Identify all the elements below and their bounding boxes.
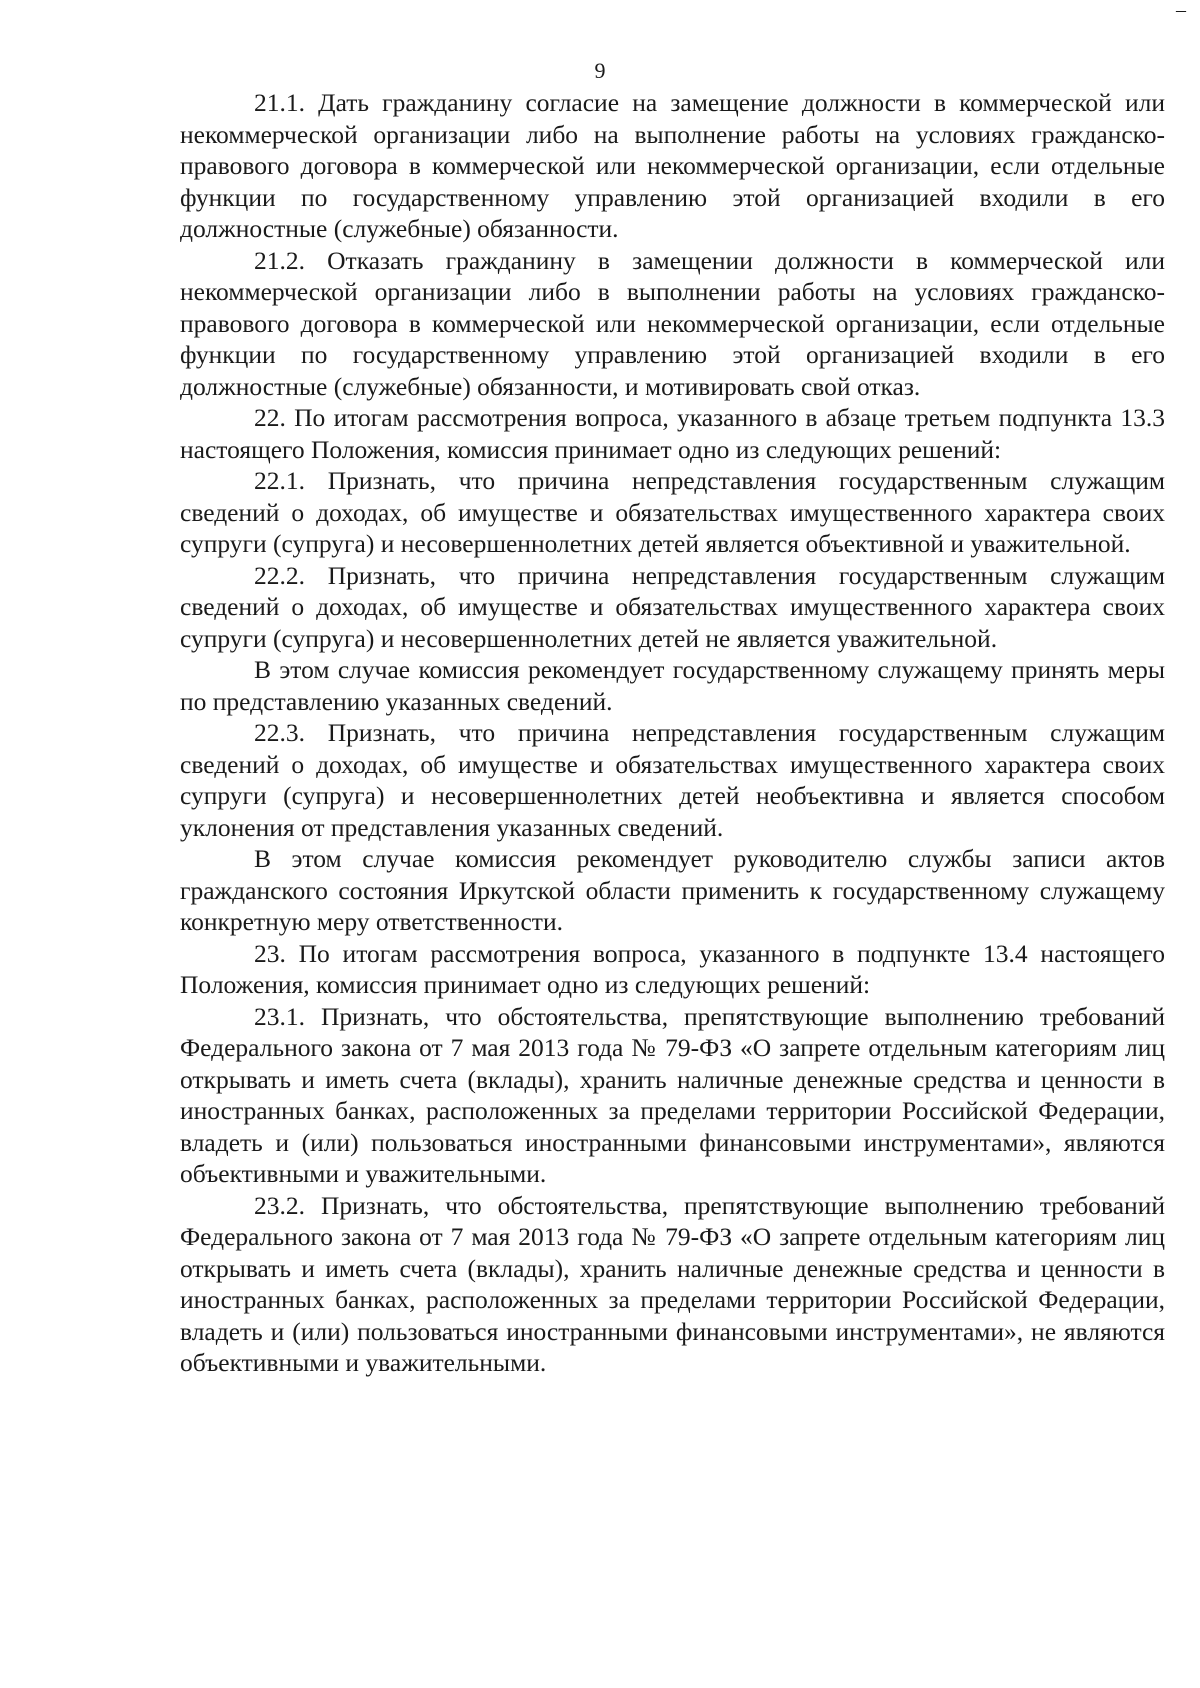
paragraph-22-2-note: В этом случае комиссия рекомендует государственному служащему принять меры по представлению указанных сведений. — [180, 655, 1165, 716]
paragraph-22-2: 22.2. Признать, что причина непредставления государственным служащим сведений о доходах, об имуществе и обязательствах имущественного характера своих супруги (супруга) и несовершеннолетних детей не является уважительной. — [180, 560, 1165, 653]
paragraph-22: 22. По итогам рассмотрения вопроса, указанного в абзаце третьем подпункта 13.3 настоящего Положения, комиссия принимает одно из следующих решений: — [180, 403, 1165, 464]
corner-mark: – — [1176, 0, 1186, 21]
paragraph-22-3: 22.3. Признать, что причина непредставления государственным служащим сведений о доходах, об имуществе и обязательствах имущественного характера своих супруги (супруга) и несовершеннолетних детей необъективна и является способом уклонения от представления указанных сведений. — [180, 718, 1165, 842]
paragraph-21-1: 21.1. Дать гражданину согласие на замещение должности в коммерческой или некоммерческой организации либо на выполнение работы на условиях гражданско-правового договора в коммерческой или некоммерческой организации, если отдельные функции по государственному управлению этой организацией входили в его должностные (служебные) обязанности. — [180, 88, 1165, 243]
paragraph-22-1: 22.1. Признать, что причина непредставления государственным служащим сведений о доходах, об имуществе и обязательствах имущественного характера своих супруги (супруга) и несовершеннолетних детей является объективной и уважительной. — [180, 466, 1165, 558]
paragraph-23-2: 23.2. Признать, что обстоятельства, препятствующие выполнению требований Федерального закона от 7 мая 2013 года № 79-ФЗ «О запрете отдельным категориям лиц открывать и иметь счета (вклады), хранить наличные денежные средства и ценности в иностранных банках, расположенных за пределами территории Российской Федерации, владеть и (или) пользоваться иностранными финансовыми инструментами», не являются объективными и уважительными. — [180, 1190, 1165, 1377]
page-number: 9 — [594, 58, 606, 83]
paragraph-21-2: 21.2. Отказать гражданину в замещении должности в коммерческой или некоммерческой организации либо в выполнении работы на условиях гражданско-правового договора в коммерческой или некоммерческой организации, если отдельные функции по государственному управлению этой организацией входили в его должностные (служебные) обязанности, и мотивировать свой отказ. — [180, 245, 1165, 401]
document-body — [180, 87, 1165, 1379]
paragraph-23: 23. По итогам рассмотрения вопроса, указанного в подпункте 13.4 настоящего Положения, комиссия принимает одно из следующих решений: — [180, 938, 1165, 999]
paragraph-22-3-note: В этом случае комиссия рекомендует руководителю службы записи актов гражданского состояния Иркутской области применить к государственному служащему конкретную меру ответственности. — [180, 844, 1165, 936]
paragraph-23-1: 23.1. Признать, что обстоятельства, препятствующие выполнению требований Федерального закона от 7 мая 2013 года № 79-ФЗ «О запрете отдельным категориям лиц открывать и иметь счета (вклады), хранить наличные денежные средства и ценности в иностранных банках, расположенных за пределами территории Российской Федерации, владеть и (или) пользоваться иностранными финансовыми инструментами», являются объективными и уважительными. — [180, 1001, 1165, 1188]
